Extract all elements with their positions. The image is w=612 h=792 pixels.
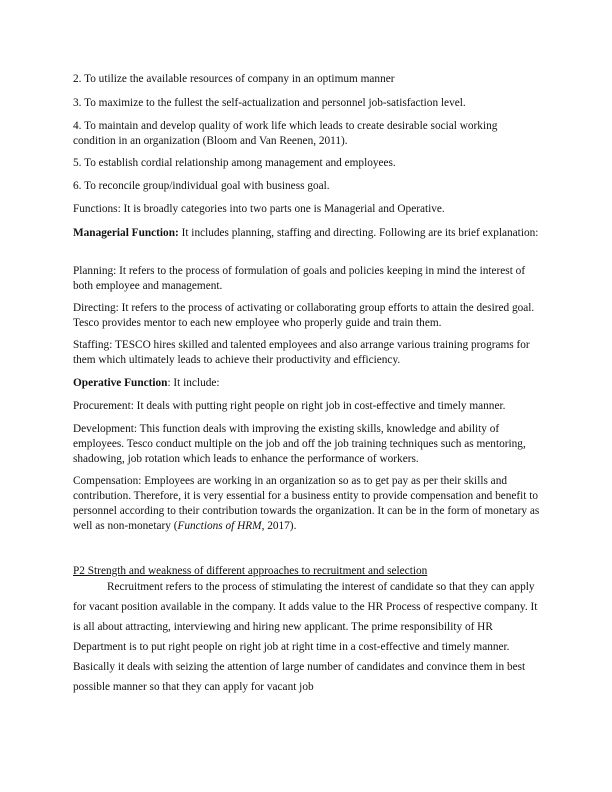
managerial-function-paragraph xyxy=(73,226,541,241)
list-item: 6. To reconcile group/individual goal with business goal. xyxy=(73,180,330,192)
planning-paragraph: Planning: It refers to the process of formulation of goals and policies keeping in mind the interest of both employee and management. xyxy=(73,265,526,292)
section-body xyxy=(73,577,541,697)
functions-intro: Functions: It is broadly categories into two parts one is Managerial and Operative. xyxy=(73,203,445,215)
procurement-paragraph: Procurement: It deals with putting right people on right job in cost-effective and timely manner. xyxy=(73,400,506,412)
list-item: 3. To maximize to the fullest the self-actualization and personnel job-satisfaction level. xyxy=(73,97,466,109)
operative-function-label: Operative Function xyxy=(73,377,168,389)
list-item: 4. To maintain and develop quality of work life which leads to create desirable social working condition in an organization (Bloom and Van Reenen, 2011). xyxy=(73,120,498,147)
development-paragraph: Development: This function deals with improving the existing skills, knowledge and ability of employees. Tesco conduct multiple on the job and off the job training techniques such as mentoring, shadowing, job rotation which leads to enhance the performance of workers. xyxy=(73,423,526,465)
compensation-citation: Functions of HRM xyxy=(177,520,262,532)
managerial-function-label: Managerial Function: xyxy=(73,227,179,239)
managerial-function-text: It includes planning, staffing and directing. Following are its brief explanation: xyxy=(178,227,539,239)
operative-function-text: : It include: xyxy=(167,377,220,389)
compensation-paragraph xyxy=(73,474,541,534)
section-heading: P2 Strength and weakness of different approaches to recruitment and selection xyxy=(73,565,428,577)
staffing-paragraph: Staffing: TESCO hires skilled and talented employees and also arrange various training programs for them which ultimately leads to achieve their productivity and efficiency. xyxy=(73,339,530,366)
operative-function-paragraph xyxy=(73,376,541,391)
compensation-text: Compensation: Employees are working in an organization so as to get pay as per their skills and contribution. Therefore, it is very essential for a business entity to provide compensation and benefit to personnel according to their contribution towards the organization. It can be in the form of monetary as well as non-monetary ( xyxy=(73,475,540,532)
directing-paragraph: Directing: It refers to the process of activating or collaborating group efforts to attain the desired goal. Tesco provides mentor to each new employee who properly guide and train them. xyxy=(73,302,535,329)
section-body-text: Recruitment refers to the process of stimulating the interest of candidate so that they can apply for vacant position available in the company. It adds value to the HR Process of respective company. It is all about attracting, interviewing and hiring new applicant. The prime responsibility of HR Department is to put right people on right job at right time in a cost-effective and timely manner. Basically it deals with seizing the attention of large number of candidates and convince them in best possible manner so that they can apply for vacant job xyxy=(73,581,538,693)
list-item: 2. To utilize the available resources of company in an optimum manner xyxy=(73,73,395,85)
list-item: 5. To establish cordial relationship among management and employees. xyxy=(73,157,396,169)
compensation-suffix: , 2017). xyxy=(261,520,297,532)
